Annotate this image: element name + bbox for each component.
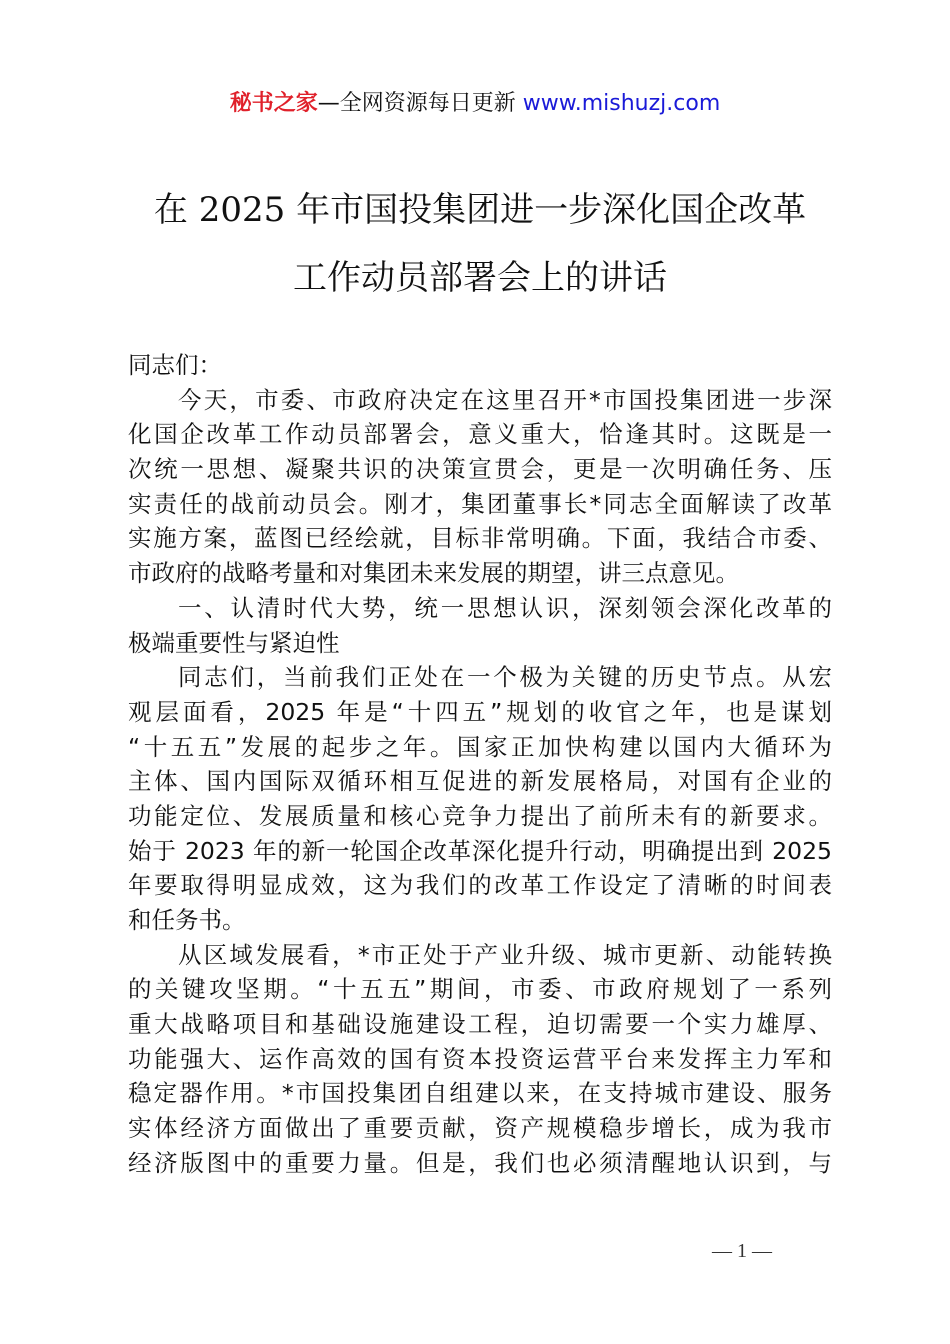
- text-line: 观层面看，2025 年是“十四五”规划的收官之年，也是谋划: [128, 697, 832, 726]
- text-line: 实责任的战前动员会。刚才，集团董事长*同志全面解读了改革: [128, 489, 832, 518]
- brand-name: 秘书之家: [229, 91, 318, 116]
- text-line: 市政府的战略考量和对集团未来发展的期望，讲三点意见。: [128, 559, 739, 588]
- text-line: 今天，市委、市政府决定在这里召开*市国投集团进一步深: [178, 385, 832, 414]
- document-body: [128, 348, 832, 1181]
- text-line: 一、认清时代大势，统一思想认识，深刻领会深化改革的: [178, 593, 832, 622]
- text-line: 极端重要性与紧迫性: [128, 628, 340, 657]
- text-line: “十五五”发展的起步之年。国家正加快构建以国内大循环为: [128, 732, 832, 761]
- document-title-line-2: 工作动员部署会上的讲话: [293, 258, 667, 298]
- text-line: 化国企改革工作动员部署会，意义重大，恰逢其时。这既是一: [128, 420, 832, 449]
- text-line: 年要取得明显成效，这为我们的改革工作设定了清晰的时间表: [128, 871, 832, 900]
- text-line: 同志们，当前我们正处在一个极为关键的历史节点。从宏: [178, 663, 832, 692]
- text-line: 次统一思想、凝聚共识的决策宣贯会，更是一次明确任务、压: [128, 455, 832, 484]
- text-line: 重大战略项目和基础设施建设工程，迫切需要一个实力雄厚、: [128, 1010, 832, 1039]
- site-header: [0, 88, 950, 120]
- text-line: 功能定位、发展质量和核心竞争力提出了前所未有的新要求。: [128, 801, 832, 830]
- text-line: 和任务书。: [128, 906, 246, 934]
- site-url-link[interactable]: www.mishuzj.com: [522, 91, 721, 116]
- text-line: 实施方案，蓝图已经绘就，目标非常明确。下面，我结合市委、: [128, 524, 832, 553]
- text-line: 稳定器作用。*市国投集团自组建以来，在支持城市建设、服务: [128, 1079, 832, 1108]
- text-line: 始于 2023 年的新一轮国企改革深化提升行动，明确提出到 2025: [128, 836, 832, 865]
- text-line: 经济版图中的重要力量。但是，我们也必须清醒地认识到，与: [128, 1148, 832, 1177]
- text-line: 的关键攻坚期。“十五五”期间，市委、市政府规划了一系列: [128, 975, 832, 1004]
- text-line: 从区域发展看，*市正处于产业升级、城市更新、动能转换: [178, 940, 832, 969]
- text-line: 主体、国内国际双循环相互促进的新发展格局，对国有企业的: [128, 767, 832, 796]
- text-line: 实体经济方面做出了重要贡献，资产规模稳步增长，成为我市: [128, 1114, 832, 1143]
- page-number: — 1 —: [712, 1240, 772, 1262]
- text-line: 功能强大、运作高效的国有资本投资运营平台来发挥主力军和: [128, 1044, 832, 1073]
- text-line: 同志们：: [128, 351, 222, 379]
- slogan: —全网资源每日更新: [317, 91, 516, 116]
- document-title-line-1: 在 2025 年市国投集团进一步深化国企改革: [153, 190, 807, 230]
